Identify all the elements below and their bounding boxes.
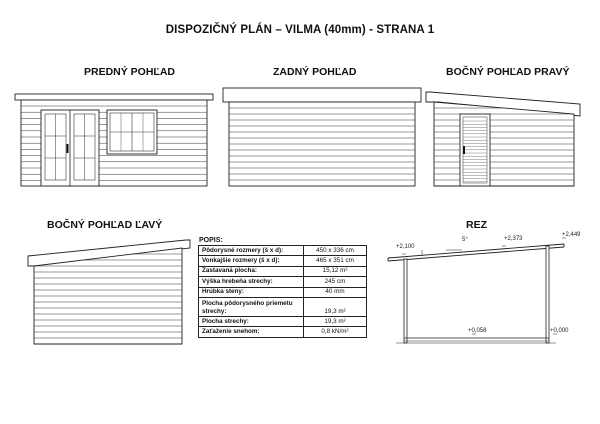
popis-heading: POPIS: (199, 237, 223, 244)
right-view-label: BOČNÝ POHĽAD PRAVÝ (446, 66, 570, 78)
table-row: Plocha strechy: 19,3 m² (199, 316, 367, 326)
left-view-drawing (26, 236, 192, 348)
dim-ground: +0,000 (550, 328, 569, 334)
front-view-label: PREDNÝ POHĽAD (84, 66, 176, 78)
section-label: REZ (466, 219, 487, 231)
table-row: Vonkajšie rozmery (š x d): 465 x 351 cm (199, 256, 367, 266)
table-row: Plocha pôdorysného priemetu strechy: 19,3 m² (199, 297, 367, 316)
page-title: DISPOZIČNÝ PLÁN – VILMA (40mm) - STRANA 1 (165, 24, 435, 36)
right-view-drawing (424, 86, 584, 190)
table-row: Hrúbka steny: 40 mm (199, 287, 367, 297)
back-view-drawing (222, 87, 422, 190)
table-row: Zaťaženie snehom: 0,8 kN/m² (199, 327, 367, 337)
dim-right-top: +2,449 (562, 232, 581, 238)
slope-label: 5° (462, 237, 468, 243)
section-drawing (386, 228, 586, 348)
table-row: Výška hrebeňa strechy: 245 cm (199, 277, 367, 287)
popis-table (198, 245, 367, 338)
back-view-label: ZADNÝ POHĽAD (273, 66, 357, 78)
front-view-drawing (14, 84, 214, 190)
dim-mid-top: +2,373 (504, 236, 523, 242)
popis-table-wrap (198, 245, 367, 338)
dim-left-top: +2,100 (396, 244, 415, 250)
table-row: Pôdorysné rozmery (š x d): 450 x 336 cm (199, 246, 367, 256)
table-row: Zastavaná plocha: 15,12 m² (199, 266, 367, 276)
left-view-label: BOČNÝ POHĽAD ĽAVÝ (47, 219, 163, 231)
dim-floor: +0,058 (468, 328, 487, 334)
